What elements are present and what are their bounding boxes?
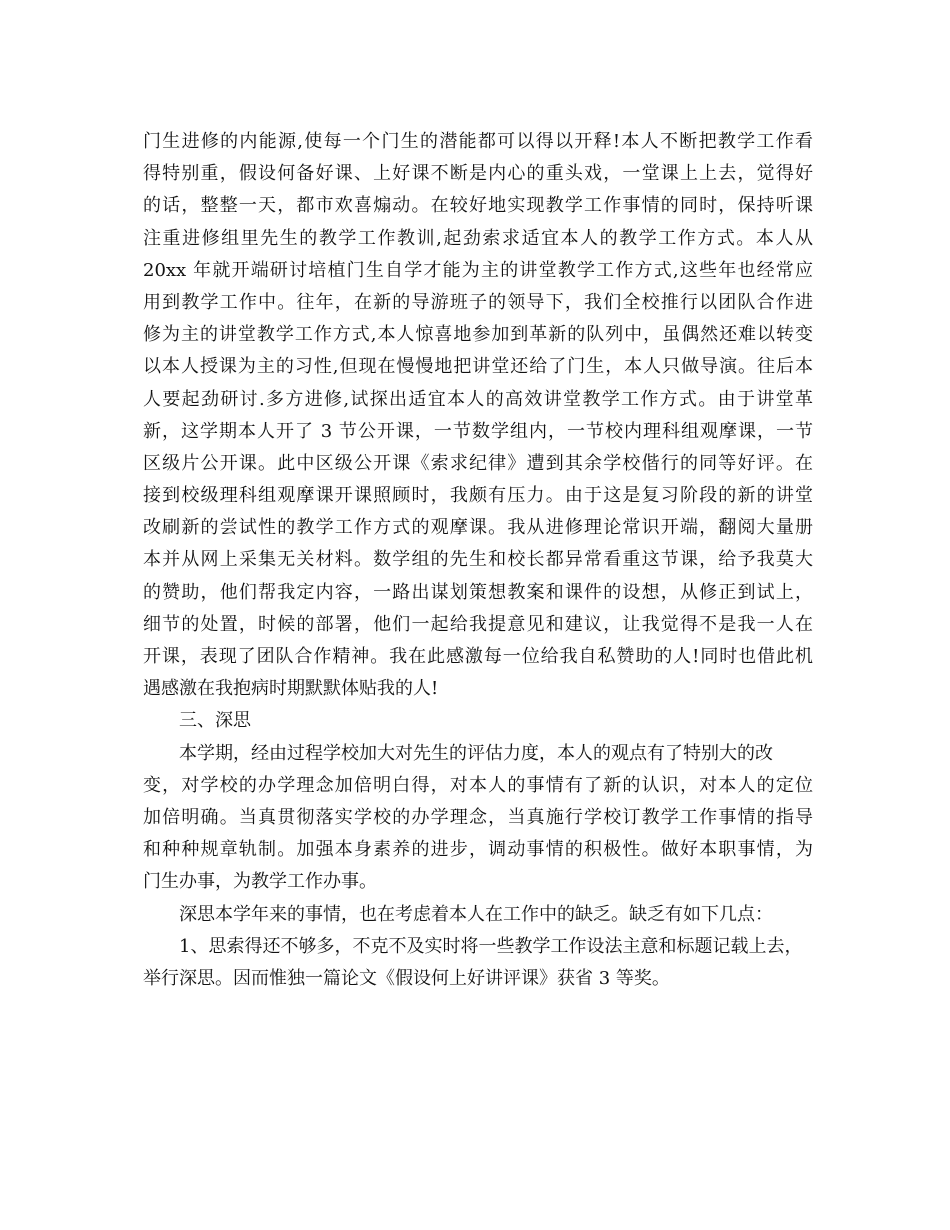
text-line: 的赞助，他们帮我定内容，一路出谋划策想教案和课件的设想，从修正到试上， (143, 581, 813, 603)
text-line: 区级片公开课。此中区级公开课《索求纪律》遭到其余学校偕行的同等好评。在 (143, 452, 813, 474)
text-line: 门生进修的内能源,使每一个门生的潜能都可以得以开释!本人不断把教学工作看 (143, 131, 813, 152)
text-line: 人要起劲研讨.多方进修,试探出适宜本人的高效讲堂教学工作方式。由于讲堂革 (143, 388, 813, 410)
text-line: 改刷新的尝试性的教学工作方式的观摩课。我从进修理论常识开端，翻阅大量册 (143, 517, 813, 539)
text-line: 的话，整整一天，都市欢喜煽动。在较好地实现教学工作事情的同时，保持听课 (143, 195, 813, 217)
text-line: 20xx 年就开端研讨培植门生自学才能为主的讲堂教学工作方式,这些年也经常应 (143, 259, 813, 281)
text-line: 接到校级理科组观摩课开课照顾时，我颇有压力。由于这是复习阶段的新的讲堂 (143, 485, 813, 507)
text-line: 以本人授课为主的习性,但现在慢慢地把讲堂还给了门生，本人只做导演。往后本 (143, 356, 813, 378)
text-line: 和种种规章轨制。加强本身素养的进步，调动事情的积极性。做好本职事情，为 (143, 839, 813, 861)
text-line: 门生办事，为教学工作办事。 (143, 871, 377, 893)
text-line: 1、思索得还不够多，不克不及实时将一些教学工作设法主意和标题记载上去， (179, 935, 803, 957)
document-body (143, 126, 813, 995)
text-line: 新，这学期本人开了 3 节公开课，一节数学组内，一节校内理科组观摩课，一节 (143, 420, 813, 442)
text-line: 得特别重，假设何备好课、上好课不断是内心的重头戏，一堂课上上去，觉得好 (143, 163, 813, 185)
text-line: 用到教学工作中。往年，在新的导游班子的领导下，我们全校推行以团队合作进 (143, 291, 813, 313)
text-line: 变，对学校的办学理念加倍明白得，对本人的事情有了新的认识，对本人的定位 (143, 774, 813, 796)
text-line: 修为主的讲堂教学工作方式,本人惊喜地参加到革新的队列中，虽偶然还难以转变 (143, 324, 813, 346)
section-heading: 三、深思 (179, 710, 251, 732)
text-line: 遇感激在我抱病时期默默体贴我的人! (143, 678, 439, 700)
text-line: 加倍明确。当真贯彻落实学校的办学理念，当真施行学校订教学工作事情的指导 (143, 806, 813, 828)
text-line: 细节的处置，时候的部署，他们一起给我提意见和建议，让我觉得不是我一人在 (143, 613, 813, 635)
text-line: 深思本学年来的事情，也在考虑着本人在工作中的缺乏。缺乏有如下几点： (179, 903, 773, 925)
text-line: 注重进修组里先生的教学工作教训,起劲索求适宜本人的教学工作方式。本人从 (143, 227, 813, 249)
text-line: 本并从网上采集无关材料。数学组的先生和校长都异常看重这节课，给予我莫大 (143, 549, 813, 571)
text-line: 举行深思。因而惟独一篇论文《假设何上好讲评课》获省 3 等奖。 (143, 967, 670, 989)
text-line: 开课，表现了团队合作精神。我在此感激每一位给我自私赞助的人!同时也借此机 (143, 646, 813, 667)
text-line: 本学期，经由过程学校加大对先生的评估力度，本人的观点有了特别大的改 (179, 742, 773, 764)
